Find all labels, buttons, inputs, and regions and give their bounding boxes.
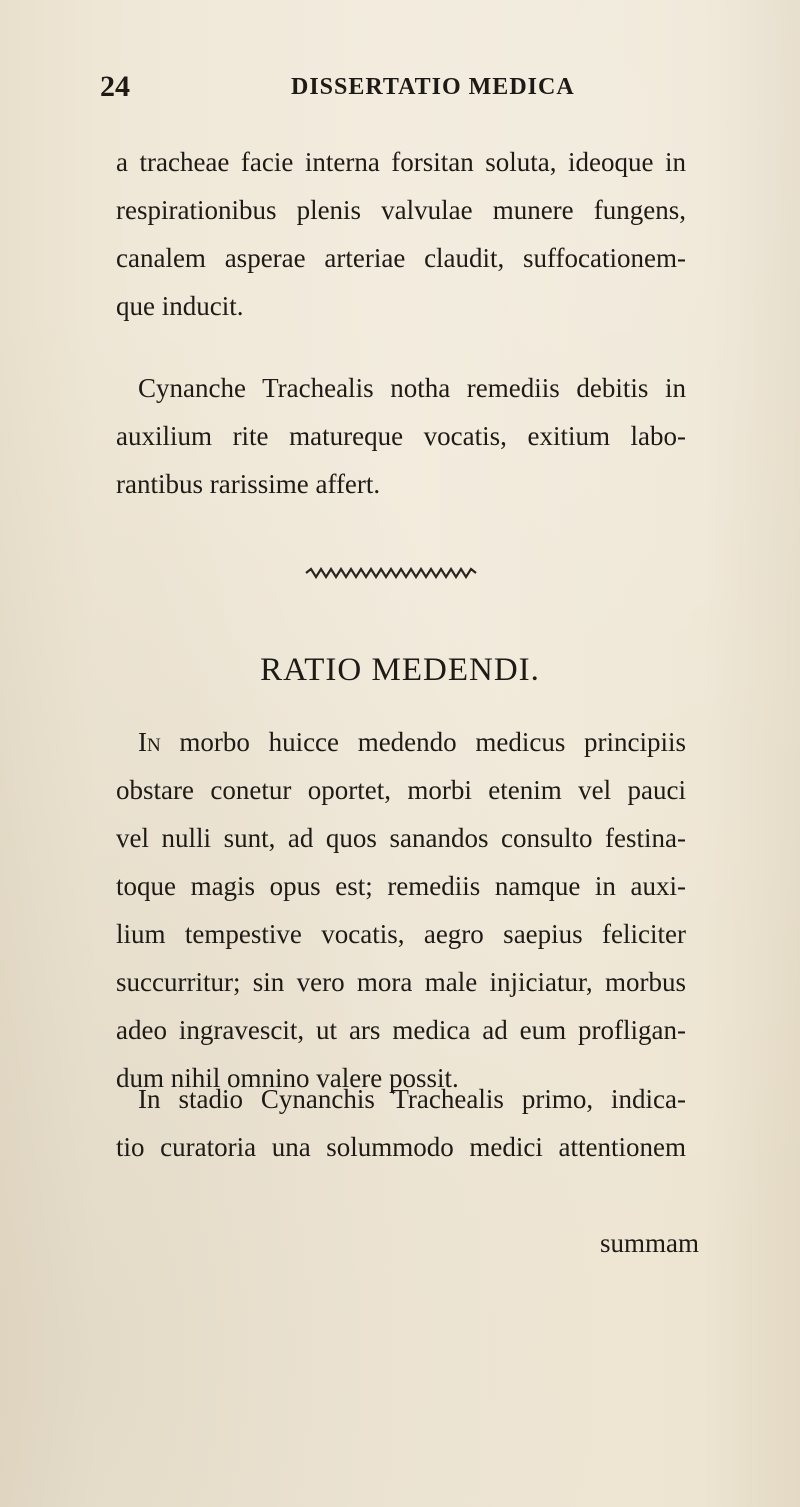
text-line: canalem asperae arteriae claudit, suffocationem- [116, 243, 686, 273]
text-line: Cynanche Trachealis notha remediis debitis in [138, 373, 686, 403]
text-line: succurritur; sin vero mora male injiciatur, morbus [116, 967, 686, 997]
first-word: In [138, 727, 161, 757]
paragraph-2 [116, 364, 686, 508]
text-line [116, 718, 686, 766]
text-line: adeo ingravescit, ut ars medica ad eum profligan- [116, 1015, 686, 1045]
first-line-text: morbo huicce medendo medicus principiis [160, 727, 686, 757]
text-line: lium tempestive vocatis, aegro saepius feliciter [116, 919, 686, 949]
text-line: toque magis opus est; remediis namque in auxi- [116, 871, 686, 901]
page-number: 24 [100, 70, 130, 103]
text-line: que inducit. [116, 291, 244, 321]
section-title: RATIO MEDENDI. [260, 652, 540, 688]
paragraph-1 [116, 138, 686, 330]
text-line: obstare conetur oportet, morbi etenim vel pauci [116, 775, 686, 805]
text-line: auxilium rite matureque vocatis, exitium labo- [116, 421, 686, 451]
paragraph-4 [116, 1075, 686, 1171]
text-line: tio curatoria una solummodo medici attentionem [116, 1132, 686, 1162]
catchword: summam [600, 1228, 699, 1258]
text-line: a tracheae facie interna forsitan soluta, ideoque in [116, 147, 686, 177]
page-header [100, 70, 700, 110]
text-line: dum nihil omnino valere possit. [116, 1063, 459, 1093]
paragraph-3 [116, 718, 686, 1102]
ornamental-divider [304, 567, 484, 579]
text-line: rantibus rarissime affert. [116, 469, 381, 499]
text-line: In stadio Cynanchis Trachealis primo, indica- [138, 1084, 686, 1114]
text-line: vel nulli sunt, ad quos sanandos consulto festina- [116, 823, 686, 853]
text-line: respirationibus plenis valvulae munere fungens, [116, 195, 686, 225]
running-head: DISSERTATIO MEDICA [291, 74, 575, 100]
